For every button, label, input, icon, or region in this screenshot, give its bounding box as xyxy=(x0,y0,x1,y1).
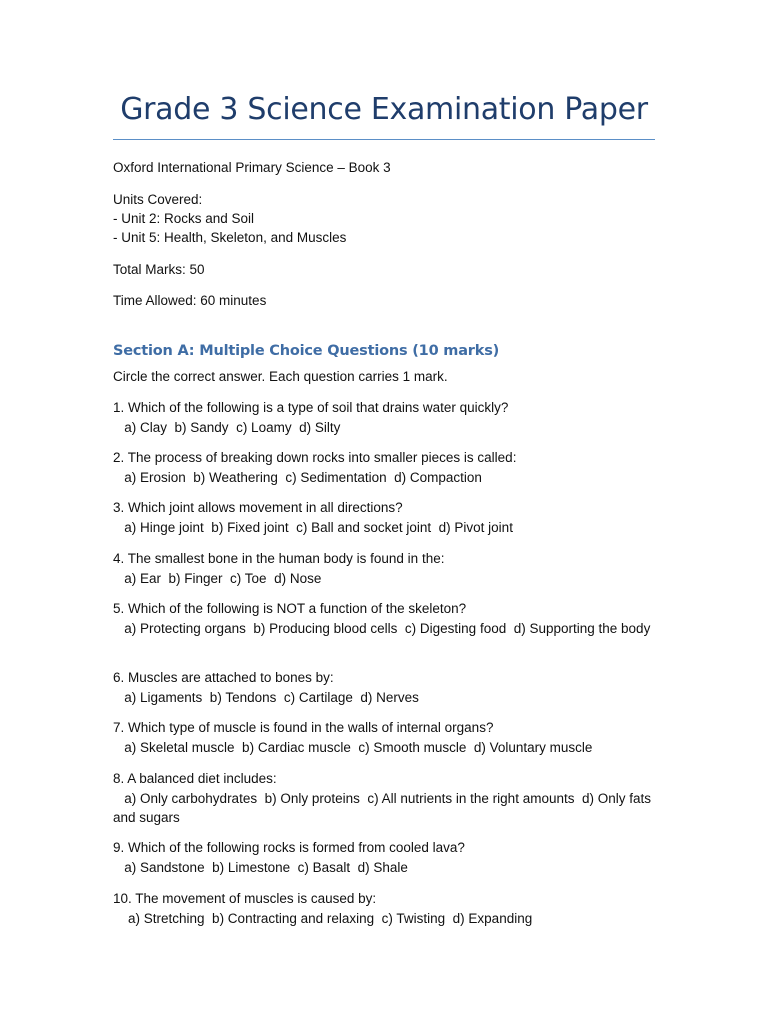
question-item xyxy=(113,668,653,707)
question-text: 2. The process of breaking down rocks into smaller pieces is called: xyxy=(113,450,517,465)
book-reference: Oxford International Primary Science – Book 3 xyxy=(113,160,391,175)
question-item xyxy=(113,599,653,638)
question-text: 3. Which joint allows movement in all directions? xyxy=(113,500,403,515)
units-heading: Units Covered: xyxy=(113,192,203,207)
question-text: 9. Which of the following rocks is formed from cooled lava? xyxy=(113,840,465,855)
question-options: a) Stretching b) Contracting and relaxing c) Twisting d) Expanding xyxy=(113,910,533,926)
question-options: a) Only carbohydrates b) Only proteins c) All nutrients in the right amounts d) Only fats and sugars xyxy=(113,790,655,825)
question-item xyxy=(113,769,653,828)
question-text: 4. The smallest bone in the human body is found in the: xyxy=(113,551,445,566)
question-text: 6. Muscles are attached to bones by: xyxy=(113,670,334,685)
question-text: 10. The movement of muscles is caused by: xyxy=(113,891,377,906)
question-options: a) Ligaments b) Tendons c) Cartilage d) Nerves xyxy=(113,689,419,705)
question-text: 1. Which of the following is a type of soil that drains water quickly? xyxy=(113,400,509,415)
title-divider xyxy=(113,139,655,140)
question-options: a) Protecting organs b) Producing blood cells c) Digesting food d) Supporting the body xyxy=(113,620,651,636)
question-item xyxy=(113,549,653,588)
question-options: a) Sandstone b) Limestone c) Basalt d) Shale xyxy=(113,859,408,875)
section-a-instructions: Circle the correct answer. Each question carries 1 mark. xyxy=(113,369,448,384)
question-item xyxy=(113,398,653,437)
time-allowed: Time Allowed: 60 minutes xyxy=(113,293,267,308)
question-options: a) Clay b) Sandy c) Loamy d) Silty xyxy=(113,419,341,435)
question-options: a) Erosion b) Weathering c) Sedimentation d) Compaction xyxy=(113,469,482,485)
question-options: a) Hinge joint b) Fixed joint c) Ball and socket joint d) Pivot joint xyxy=(113,519,513,535)
total-marks: Total Marks: 50 xyxy=(113,262,205,277)
question-item xyxy=(113,838,653,877)
question-options: a) Skeletal muscle b) Cardiac muscle c) Smooth muscle d) Voluntary muscle xyxy=(113,739,593,755)
section-a-heading: Section A: Multiple Choice Questions (10 marks) xyxy=(113,343,500,359)
question-text: 7. Which type of muscle is found in the walls of internal organs? xyxy=(113,720,494,735)
question-text: 8. A balanced diet includes: xyxy=(113,771,277,786)
question-item xyxy=(113,889,653,928)
unit-item: - Unit 5: Health, Skeleton, and Muscles xyxy=(113,230,347,245)
question-text: 5. Which of the following is NOT a function of the skeleton? xyxy=(113,601,467,616)
question-item xyxy=(113,718,653,757)
question-item xyxy=(113,448,653,487)
page-title: Grade 3 Science Examination Paper xyxy=(120,92,648,127)
question-item xyxy=(113,498,653,537)
question-options: a) Ear b) Finger c) Toe d) Nose xyxy=(113,570,322,586)
unit-item: - Unit 2: Rocks and Soil xyxy=(113,211,255,226)
